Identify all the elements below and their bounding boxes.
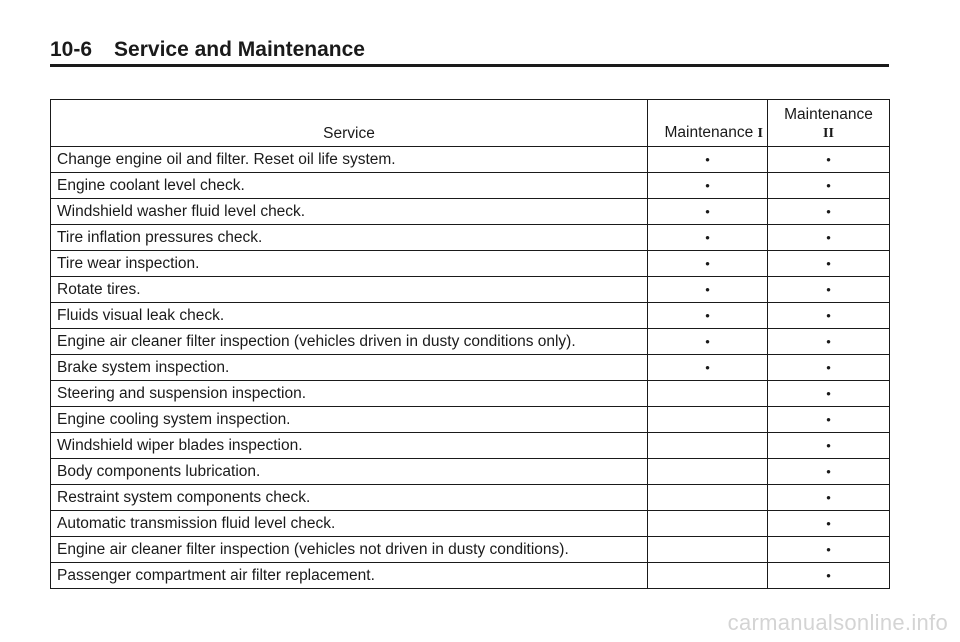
maintenance-2-mark: •	[768, 563, 890, 589]
table-row	[51, 407, 890, 433]
column-header-maintenance-1-numeral: I	[757, 126, 763, 141]
maintenance-2-mark: •	[768, 537, 890, 563]
maintenance-2-mark: •	[768, 147, 890, 173]
service-cell: Engine air cleaner filter inspection (vehicles driven in dusty conditions only).	[51, 329, 648, 355]
service-cell: Tire wear inspection.	[51, 251, 648, 277]
maintenance-2-mark: •	[768, 407, 890, 433]
table-row	[51, 303, 890, 329]
maintenance-1-mark	[648, 381, 768, 407]
maintenance-2-mark: •	[768, 459, 890, 485]
service-cell: Windshield washer fluid level check.	[51, 199, 648, 225]
service-cell: Change engine oil and filter. Reset oil life system.	[51, 147, 648, 173]
service-cell: Body components lubrication.	[51, 459, 648, 485]
maintenance-1-mark	[648, 485, 768, 511]
table-row	[51, 251, 890, 277]
table-header-row	[51, 100, 890, 147]
maintenance-2-mark: •	[768, 355, 890, 381]
service-cell: Engine cooling system inspection.	[51, 407, 648, 433]
table-row	[51, 459, 890, 485]
service-cell: Engine air cleaner filter inspection (vehicles not driven in dusty conditions).	[51, 537, 648, 563]
service-cell: Restraint system components check.	[51, 485, 648, 511]
maintenance-1-mark	[648, 433, 768, 459]
table-row	[51, 355, 890, 381]
table-row	[51, 563, 890, 589]
maintenance-1-mark	[648, 563, 768, 589]
maintenance-2-mark: •	[768, 381, 890, 407]
maintenance-1-mark: •	[648, 303, 768, 329]
maintenance-schedule-table	[50, 99, 890, 589]
table-row	[51, 329, 890, 355]
column-header-service	[51, 100, 648, 147]
maintenance-1-mark	[648, 407, 768, 433]
maintenance-1-mark: •	[648, 355, 768, 381]
column-header-service-label: Service	[323, 125, 375, 142]
service-cell: Engine coolant level check.	[51, 173, 648, 199]
page-header-text	[50, 38, 889, 62]
service-cell: Rotate tires.	[51, 277, 648, 303]
table-row	[51, 511, 890, 537]
column-header-maintenance-1-word: Maintenance	[664, 124, 754, 141]
maintenance-1-mark	[648, 537, 768, 563]
table-row	[51, 537, 890, 563]
table-body	[51, 147, 890, 589]
service-cell: Brake system inspection.	[51, 355, 648, 381]
maintenance-1-mark: •	[648, 147, 768, 173]
maintenance-2-mark: •	[768, 225, 890, 251]
table-row	[51, 485, 890, 511]
table-row	[51, 147, 890, 173]
watermark: carmanualsonline.info	[727, 610, 948, 635]
maintenance-1-mark: •	[648, 199, 768, 225]
maintenance-2-mark: •	[768, 303, 890, 329]
column-header-maintenance-2-word: Maintenance	[784, 106, 873, 123]
table-row	[51, 433, 890, 459]
service-cell: Tire inflation pressures check.	[51, 225, 648, 251]
service-cell: Steering and suspension inspection.	[51, 381, 648, 407]
maintenance-1-mark: •	[648, 173, 768, 199]
column-header-maintenance-2	[768, 100, 890, 147]
page-number: 10-6	[50, 38, 93, 61]
table-row	[51, 277, 890, 303]
maintenance-1-mark	[648, 511, 768, 537]
maintenance-2-mark: •	[768, 511, 890, 537]
maintenance-1-mark: •	[648, 277, 768, 303]
column-header-maintenance-1	[648, 100, 768, 147]
service-cell: Fluids visual leak check.	[51, 303, 648, 329]
maintenance-1-mark	[648, 459, 768, 485]
maintenance-1-mark: •	[648, 225, 768, 251]
section-title: Service and Maintenance	[114, 38, 365, 61]
table-row	[51, 173, 890, 199]
maintenance-2-mark: •	[768, 251, 890, 277]
column-header-maintenance-2-numeral: II	[823, 126, 834, 141]
maintenance-2-mark: •	[768, 199, 890, 225]
maintenance-1-mark: •	[648, 251, 768, 277]
page-header	[50, 38, 889, 67]
maintenance-2-mark: •	[768, 277, 890, 303]
service-cell: Windshield wiper blades inspection.	[51, 433, 648, 459]
service-cell: Passenger compartment air filter replacement.	[51, 563, 648, 589]
maintenance-2-mark: •	[768, 329, 890, 355]
maintenance-2-mark: •	[768, 485, 890, 511]
maintenance-2-mark: •	[768, 173, 890, 199]
table-row	[51, 381, 890, 407]
table-row	[51, 225, 890, 251]
maintenance-1-mark: •	[648, 329, 768, 355]
service-cell: Automatic transmission fluid level check.	[51, 511, 648, 537]
table-row	[51, 199, 890, 225]
maintenance-2-mark: •	[768, 433, 890, 459]
